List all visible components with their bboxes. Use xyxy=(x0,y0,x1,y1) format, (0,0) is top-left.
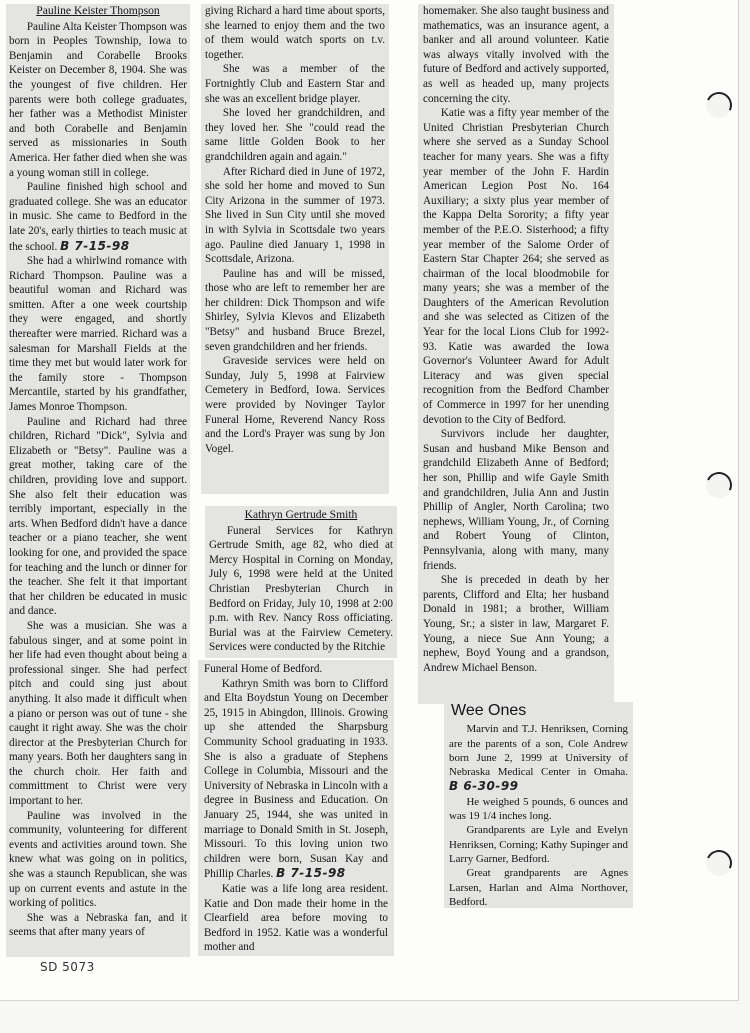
page-note: SD 5073 xyxy=(40,960,95,974)
paragraph: Funeral Services for Kathryn Gertrude Smith, age 82, who died at Mercy Hospital in Corning on Monday, July 6, 1998 were held at the United Christian Presbyterian Church in Bedford on Friday, July 10, 1998 at 2:00 p.m. with Rev. Nancy Ross officiating. Burial was at the Fairview Cemetery. Services were conducted by the Ritchie xyxy=(209,524,393,654)
paragraph: Pauline Alta Keister Thompson was born in Peoples Township, Iowa to Benjamin and Corabelle Brooks Keister on December 8, 1904. She was the youngest of five children. Her parents were both college graduates, her father was a Methodist Minister and both Corabelle and Benjamin served as missionaries in South America. Her father died when she was a young woman still in college. xyxy=(9,20,187,179)
paragraph: She loved her grandchildren, and they loved her. She "could read the same little Golden Book to her grandchildren again and again." xyxy=(205,107,385,163)
article-kathryn-header xyxy=(205,506,397,658)
article-title: Wee Ones xyxy=(451,702,527,719)
paragraph: Pauline finished high school and graduated college. She was an educator in music. She came to Bedford in the late 20's, early thirties to teach music at the school. B 7-15-98 xyxy=(9,181,187,253)
paragraph: Graveside services were held on Sunday, July 5, 1998 at Fairview Cemetery in Bedford, Iowa. Services were provided by Novinger Taylor Funeral Home, Reverend Nancy Ross and the Lord's Prayer was sung by Jon Vogel. xyxy=(205,355,385,455)
article-kathryn-column-3 xyxy=(418,4,614,704)
binder-hole xyxy=(702,846,735,879)
handwritten-date: B 7-15-98 xyxy=(276,866,346,881)
handwritten-date: B 6-30-99 xyxy=(449,779,519,794)
binder-hole xyxy=(702,468,735,501)
article-pauline-column-2 xyxy=(201,4,389,494)
paragraph: Survivors include her daughter, Susan and husband Mike Benson and grandchild Elizabeth Anne of Bedford; her son, Phillip and wife Gayle Smith and grandchildren, Julia Ann and Justin Phillip of Angler, North Carolina; two nephews, William Young, Jr., of Corning and Robert Young of Clinton, Pennsylvania, along with many, many friends. xyxy=(423,428,609,572)
handwritten-date: B 7-15-98 xyxy=(60,238,130,253)
paragraph: giving Richard a hard time about sports, she learned to enjoy them and the two of them would watch sports on t.v. together. xyxy=(205,5,385,61)
article-pauline-column-1 xyxy=(6,4,190,957)
paragraph: homemaker. She also taught business and mathematics, was an insurance agent, a banker and all around volunteer. Katie was always vitally involved with the future of Bedford and actively supported, as well as headed up, many projects concerning the city. xyxy=(423,5,609,105)
paragraph: She was a Nebraska fan, and it seems that after many years of xyxy=(9,911,187,939)
article-wee-ones xyxy=(444,702,633,908)
paragraph: Great grandparents are Agnes Larsen, Harlan and Alma Northover, Bedford. xyxy=(449,867,628,908)
binder-hole xyxy=(702,88,735,121)
paragraph: She is preceded in death by her parents, Clifford and Elta; her husband Donald in 1981; a brother, William Young, Sr.; a sister in law, Margaret F. Young, a niece Sue Ann Young; a nephew, Boyd Young and a grandson, Andrew Michael Benson. xyxy=(423,574,609,674)
paragraph: Katie was a life long area resident. Katie and Don made their home in the Clearfield area before moving to Bedford in 1952. Katie was a wonderful mother and xyxy=(204,882,388,954)
paragraph: Pauline has and will be missed, those who are left to remember her are her children: Dick Thompson and wife Shirley, Sylvia Klevos and Elizabeth "Betsy" and husband Bruce Brezel, seven grandchildren and her friends. xyxy=(205,267,385,353)
paragraph: Pauline was involved in the community, volunteering for different events and activities around town. She knew what was going on in politics, she was a staunch Republican, she was up on current events and astute in the working of politics. xyxy=(9,809,187,910)
article-title: Pauline Keister Thompson xyxy=(36,4,160,17)
paragraph: She was a member of the Fortnightly Club and Eastern Star and she was an excellent bridge player. xyxy=(205,63,385,105)
paragraph: Grandparents are Lyle and Evelyn Henriksen, Corning; Kathy Supinger and Larry Garner, Bedford. xyxy=(449,824,628,865)
paragraph: She was a musician. She was a fabulous singer, and at some point in her life had even thought about being a professional singer. She had perfect pitch and could sing just about anything. It also made it difficult when a piano or person was out of tune - she caught it right away. She was the choir director at the Presbyterian Church for many years. Both her daughters sang in the church choir. Her faith and committment to Christ were very important to her. xyxy=(9,619,187,808)
article-kathryn-column-2 xyxy=(198,660,394,956)
paragraph: Pauline and Richard had three children, Richard "Dick", Sylvia and Elizabeth or "Betsy". Pauline was a great mother, taking care of the children, providing love and support. She also felt their education was terribly important, especially in the arts. When Bedford didn't have a dance teacher or a piano teacher, she went looking for one, and provided the space for teaching and the lunch or dinner for the teacher. She felt it that important that her children be educated in music and dance. xyxy=(9,415,187,618)
paragraph: After Richard died in June of 1972, she sold her home and moved to Sun City Arizona in the summer of 1973. She lived in Sun City until she moved in with Sylvia in Scottsdale two years ago. Pauline died January 1, 1998 in Scottsdale, Arizona. xyxy=(205,165,385,266)
paragraph: Kathryn Smith was born to Clifford and Elta Boydstun Young on December 25, 1915 in Abingdon, Illinois. Growing up she attended the Sharpsburg Community School graduating in 1933. She is also a graduate of Stephens College in Columbia, Missouri and the University of Nebraska in Lincoln with a degree in Business and Education. On January 25, 1944, she was united in marriage to Donald Smith in St. Joseph, Missouri. To this loving union two children were born, Susan Kay and Phillip Charles. B 7-15-98 xyxy=(204,677,388,881)
paragraph: Marvin and T.J. Henriksen, Corning are the parents of a son, Cole Andrew born June 2, 1999 at University of Nebraska Medical Center in Omaha. B 6-30-99 xyxy=(449,723,628,794)
paragraph: Funeral Home of Bedford. xyxy=(204,663,323,675)
paragraph: He weighed 5 pounds, 6 ounces and was 19 1/4 inches long. xyxy=(449,795,628,823)
paragraph: She had a whirlwind romance with Richard Thompson. Pauline was a beautiful woman and Richard was smitten. After a one week courtship they were engaged, and shortly thereafter were married. Richard was a salesman for Marshall Fields at the time they met but would later work for the family store - Thompson Mercantile, started by his grandfather, James Monroe Thompson. xyxy=(9,255,187,414)
paragraph: Katie was a fifty year member of the United Christian Presbyterian Church where she served as a Sunday School teacher for many years. She was a fifty year member of the John F. Hardin American Legion Post No. 164 Auxiliary; a sixty plus year member of the Kappa Delta Sorority; a fifty year member of the P.E.O. Sisterhood; a fifty year member of the Salome Order of Eastern Star Chapter 264; she served as chairman of the local bloodmobile for many years; she was a member of the Daughters of the American Revolution and she was selected as Citizen of the Year for the local Lions Club for 1992-93. Katie was awarded the Iowa Governor's Volunteer Award for Adult Literacy and was given special recognition from the Bedford Chamber of Commerce in 1997 for her unending devotion to the City of Bedford. xyxy=(423,107,609,426)
article-title: Kathryn Gertrude Smith xyxy=(244,508,358,521)
